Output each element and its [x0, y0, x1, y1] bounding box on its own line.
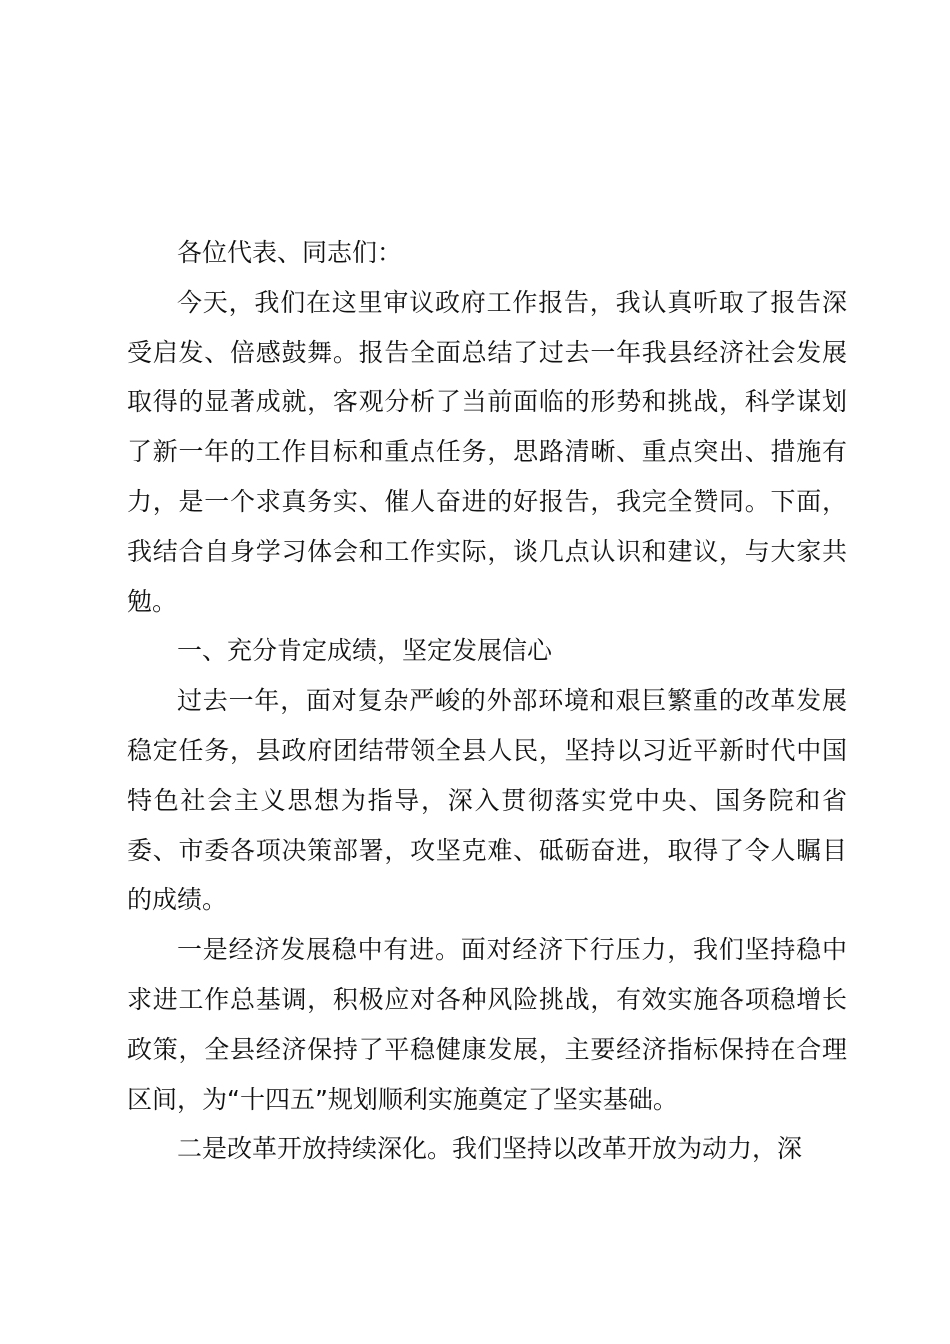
body-paragraph: 过去一年，面对复杂严峻的外部环境和艰巨繁重的改革发展稳定任务，县政府团结带领全县人民，坚持以习近平新时代中国特色社会主义思想为指导，深入贯彻落实党中央、国务院和省委、市委各项决策部署，攻坚克难、砥砺奋进，取得了令人瞩目的成绩。 — [127, 686, 847, 915]
opening-paragraph: 今天，我们在这里审议政府工作报告，我认真听取了报告深受启发、倍感鼓舞。报告全面总结了过去一年我县经济社会发展取得的显著成就，客观分析了当前面临的形势和挑战，科学谋划了新一年的工作目标和重点任务，思路清晰、重点突出、措施有力，是一个求真务实、催人奋进的好报告，我完全赞同。下面，我结合自身学习体会和工作实际，谈几点认识和建议，与大家共勉。 — [127, 287, 847, 616]
document-body — [127, 228, 847, 1174]
body-paragraph: 一是经济发展稳中有进。面对经济下行压力，我们坚持稳中求进工作总基调，积极应对各种风险挑战，有效实施各项稳增长政策，全县经济保持了平稳健康发展，主要经济指标保持在合理区间，为“十四五”规划顺利实施奠定了坚实基础。 — [127, 935, 847, 1114]
section-heading: 一、充分肯定成绩，坚定发展信心 — [177, 636, 553, 666]
body-paragraph: 二是改革开放持续深化。我们坚持以改革开放为动力，深 — [177, 1134, 803, 1164]
salutation-paragraph: 各位代表、同志们： — [177, 238, 403, 267]
